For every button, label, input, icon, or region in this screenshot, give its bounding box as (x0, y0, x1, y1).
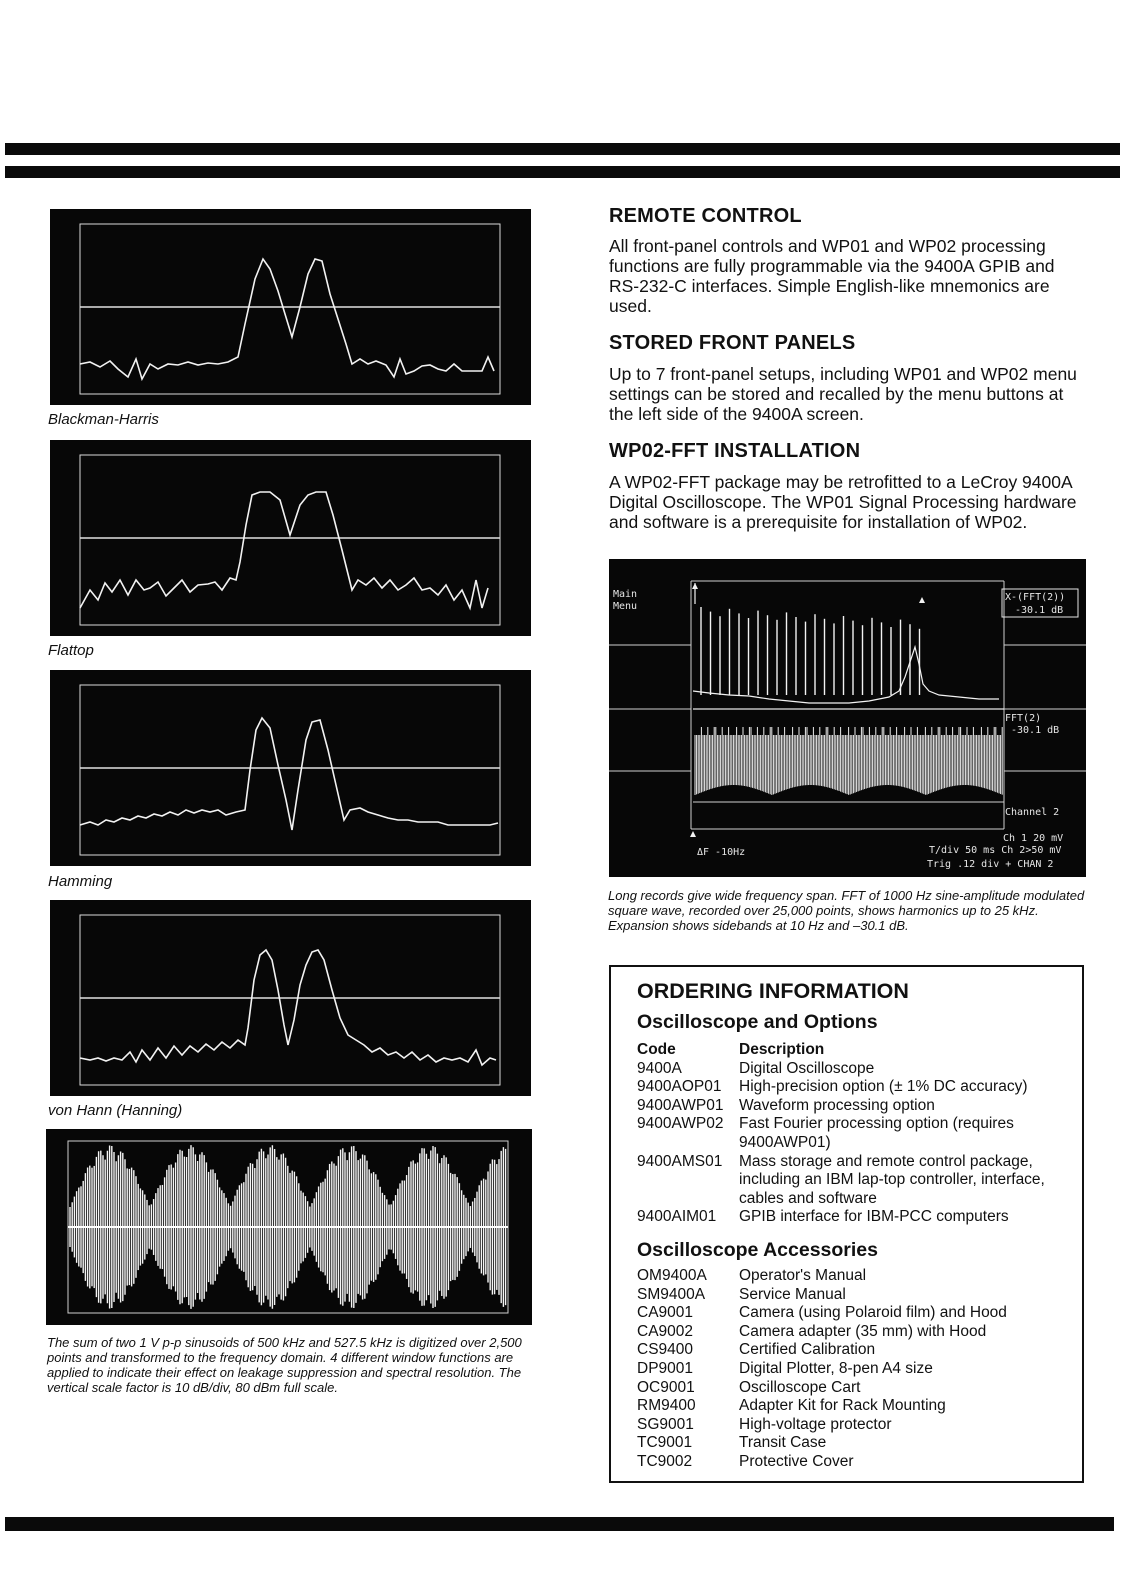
product-code: SG9001 (637, 1415, 694, 1433)
table-row (637, 1397, 1069, 1416)
product-code: RM9400 (637, 1397, 696, 1415)
plot-caption-blackman-harris: Blackman-Harris (48, 411, 159, 428)
options-table-header (637, 1041, 1069, 1060)
header-rule-top (5, 143, 1120, 155)
product-description: Transit Case (739, 1434, 827, 1452)
product-description: Digital Oscilloscope (739, 1059, 875, 1077)
main-menu-label-2: Menu (613, 601, 638, 612)
product-description: Operator's Manual (739, 1267, 867, 1284)
text-stored-front-panels: Up to 7 front-panel setups, including WP01 and WP02 menu settings can be stored and recalled by the menu buttons at the left side of the 9400A screen. (609, 364, 1077, 424)
table-row (637, 1208, 1069, 1227)
channel-label: Channel 2 (1005, 807, 1060, 818)
product-description: GPIB interface for IBM-PCC computers (739, 1208, 1009, 1226)
product-code: CA9002 (637, 1322, 694, 1340)
fft-oscilloscope-screen (609, 559, 1086, 877)
spectrum-plot-flattop (50, 440, 531, 636)
product-code: 9400AWP02 (637, 1115, 724, 1133)
fft-figure-caption: Long records give wide frequency span. FFT of 1000 Hz sine-amplitude modulated square wave, recorded over 25,000 points, shows harmonics up to 25 kHz. Expansion shows sidebands at 10 Hz and –30.1 dB. (608, 888, 1085, 933)
spectrum-plot-blackman-harris (50, 209, 531, 405)
product-code: 9400AMS01 (637, 1152, 723, 1170)
product-code: 9400AIM01 (637, 1208, 717, 1226)
product-description: High-precision option (± 1% DC accuracy) (739, 1078, 1028, 1096)
heading-remote-control: REMOTE CONTROL (609, 205, 802, 227)
product-code: 9400AOP01 (637, 1078, 722, 1096)
delta-f-label: ΔF -10Hz (697, 847, 746, 858)
table-row (637, 1286, 1069, 1305)
product-description: Certified Calibration (739, 1341, 876, 1359)
product-description: Camera adapter (35 mm) with Hood (739, 1322, 987, 1340)
fft-label-2: -30.1 dB (1011, 725, 1060, 736)
table-row (637, 1341, 1069, 1360)
plot-caption-flattop: Flattop (48, 642, 94, 659)
plot-caption-hamming: Hamming (48, 873, 113, 890)
trig-label: Trig .12 div + CHAN 2 (927, 859, 1054, 870)
fft-label-1: FFT(2) (1005, 713, 1042, 724)
header-rule-bottom (5, 166, 1120, 178)
tdiv-label: T/div 50 ms Ch 2>50 mV (929, 845, 1062, 856)
table-row (637, 1360, 1069, 1379)
text-remote-control: All front-panel controls and WP01 and WP02 processing functions are fully programmable via the 9400A GPIB and RS-232-C interfaces. Simple English-like mnemonics are used. (609, 236, 1055, 316)
table-row (637, 1060, 1069, 1079)
product-description: Service Manual (739, 1285, 846, 1303)
main-menu-label-1: Main (613, 589, 638, 600)
product-code: TC9002 (637, 1452, 693, 1470)
product-code: CS9400 (637, 1341, 694, 1359)
table-row (637, 1097, 1069, 1116)
text-wp02-fft-installation: A WP02-FFT package may be retrofitted to a LeCroy 9400A Digital Oscilloscope. The WP01 Signal Processing hardware and software is a prerequisite for installation of WP02. (609, 472, 1077, 532)
product-description: Adapter Kit for Rack Mounting (739, 1397, 946, 1415)
product-code: 9400AWP01 (637, 1096, 724, 1114)
table-row (637, 1434, 1069, 1453)
product-code: DP9001 (637, 1359, 694, 1377)
product-description: Fast Fourier processing option (requires 9400AWP01) (739, 1115, 1014, 1151)
product-description: Camera (using Polaroid film) and Hood (739, 1304, 1007, 1322)
product-description: Waveform processing option (739, 1096, 935, 1114)
heading-wp02-fft-installation: WP02-FFT INSTALLATION (609, 440, 861, 462)
table-row (637, 1267, 1069, 1286)
product-code: 9400A (637, 1059, 682, 1077)
plot-caption-von-hann: von Hann (Hanning) (48, 1102, 183, 1119)
product-description: Digital Plotter, 8-pen A4 size (739, 1359, 933, 1377)
product-description: Mass storage and remote control package, including an IBM lap-top controller, interface, cables and software (739, 1152, 1045, 1207)
ch1-label: Ch 1 20 mV (1003, 833, 1064, 844)
heading-stored-front-panels: STORED FRONT PANELS (609, 332, 856, 354)
accessories-table (637, 1267, 1069, 1472)
product-description: High-voltage protector (739, 1415, 892, 1433)
ordering-title: ORDERING INFORMATION (637, 979, 909, 1003)
product-description: Oscilloscope Cart (739, 1378, 861, 1396)
code-column-header: Code (637, 1041, 676, 1058)
ordering-information-box (609, 965, 1084, 1483)
table-row (637, 1078, 1069, 1097)
table-row (637, 1304, 1069, 1323)
fft-top-box-label-2: -30.1 dB (1015, 605, 1064, 616)
table-row (637, 1153, 1069, 1209)
product-code: SM9400A (637, 1285, 706, 1303)
time-domain-waveform-plot (46, 1129, 532, 1325)
left-figure-caption: The sum of two 1 V p-p sinusoids of 500 kHz and 527.5 kHz is digitized over 2,500 points and transformed to the frequency domain. 4 different window functions are applied to indicate their effect on leakage suppression and spectral resolution. The vertical scale factor is 10 dB/div, 80 dBm full scale. (47, 1335, 522, 1395)
product-description: Protective Cover (739, 1452, 854, 1470)
table-row (637, 1115, 1069, 1152)
spectrum-plot-hamming (50, 670, 531, 866)
footer-rule (5, 1517, 1114, 1531)
options-heading: Oscilloscope and Options (637, 1011, 878, 1033)
product-code: OC9001 (637, 1378, 695, 1396)
options-table (637, 1041, 1069, 1227)
spectrum-plot-von-hann (50, 900, 531, 1096)
accessories-heading: Oscilloscope Accessories (637, 1239, 878, 1261)
product-code: CA9001 (637, 1304, 694, 1322)
product-code: TC9001 (637, 1434, 693, 1452)
table-row (637, 1416, 1069, 1435)
product-code: OM9400A (637, 1267, 707, 1284)
fft-top-box-label-1: X-(FFT(2)) (1005, 592, 1066, 603)
table-row (637, 1379, 1069, 1398)
description-column-header: Description (739, 1041, 825, 1058)
table-row (637, 1453, 1069, 1472)
table-row (637, 1323, 1069, 1342)
